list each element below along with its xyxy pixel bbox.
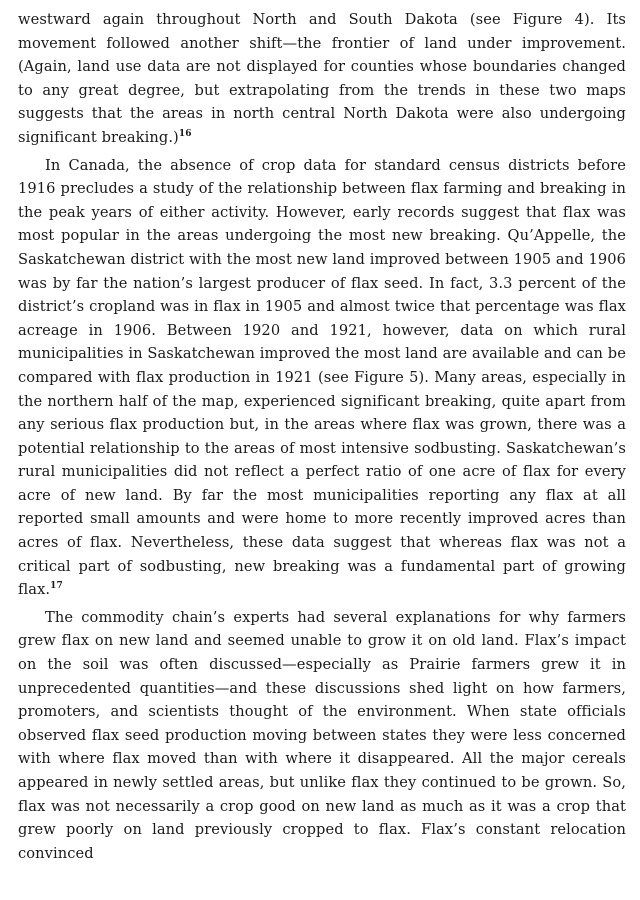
paragraph-2-text: In Canada, the absence of crop data for standard census districts before 1916 precludes a study of the relationship between flax farming and breaking in the peak years of either activity. However, early records suggest that flax was most popular in the areas undergoing the most new breaking. Qu’Appelle, the Saskatchewan district with the most new land improved between 1905 and 1906 was by far the nation’s largest producer of flax seed. In fact, 3.3 percent of the district’s cropland was in flax in 1905 and almost twice that percentage was flax acreage in 1906. Between 1920 and 1921, however, data on which rural municipalities in Saskatchewan improved the most land are available and can be compared with flax production in 1921 (see Figure 5). Many areas, especially in the northern half of the map, experienced significant breaking, quite apart from any serious flax production but, in the areas where flax was grown, there was a potential relationship to the areas of most intensive sodbusting. Saskatchewan’s rural municipalities did not reflect a perfect ratio of one acre of flax for every acre of new land. By far the most municipalities reporting any flax at all reported small amounts and were home to more recently improved acres than acres of flax. Nevertheless, these data suggest that whereas flax was not a critical part of sodbusting, new breaking was a fundamental part of growing flax. [18, 156, 626, 599]
paragraph-2 [18, 154, 626, 602]
paragraph-3-text: The commodity chain’s experts had several explanations for why farmers grew flax on new land and seemed unable to grow it on old land. Flax’s impact on the soil was often discussed—especially as Prairie farmers grew it in unprecedented quantities—and these discussions shed light on how farmers, promoters, and scientists thought of the environment. When state officials observed flax seed production moving between states they were less concerned with where flax moved than with where it disappeared. All the major cereals appeared in newly settled areas, but unlike flax they continued to be grown. So, flax was not necessarily a crop good on new land as much as it was a crop that grew poorly on land previously cropped to flax. Flax’s constant relocation convinced [18, 608, 626, 862]
footnote-16-marker: 16 [178, 129, 192, 140]
footnote-17-marker: 17 [50, 581, 63, 592]
paragraph-1 [18, 8, 626, 150]
paragraph-3 [18, 606, 626, 866]
paragraph-1-text: westward again throughout North and South Dakota (see Figure 4). Its movement followed another shift—the frontier of land under improvement. (Again, land use data are not displayed for counties whose boundaries changed to any great degree, but extrapolating from the trends in these two maps suggests that the areas in north central North Dakota were also undergoing significant breaking.) [18, 11, 626, 146]
